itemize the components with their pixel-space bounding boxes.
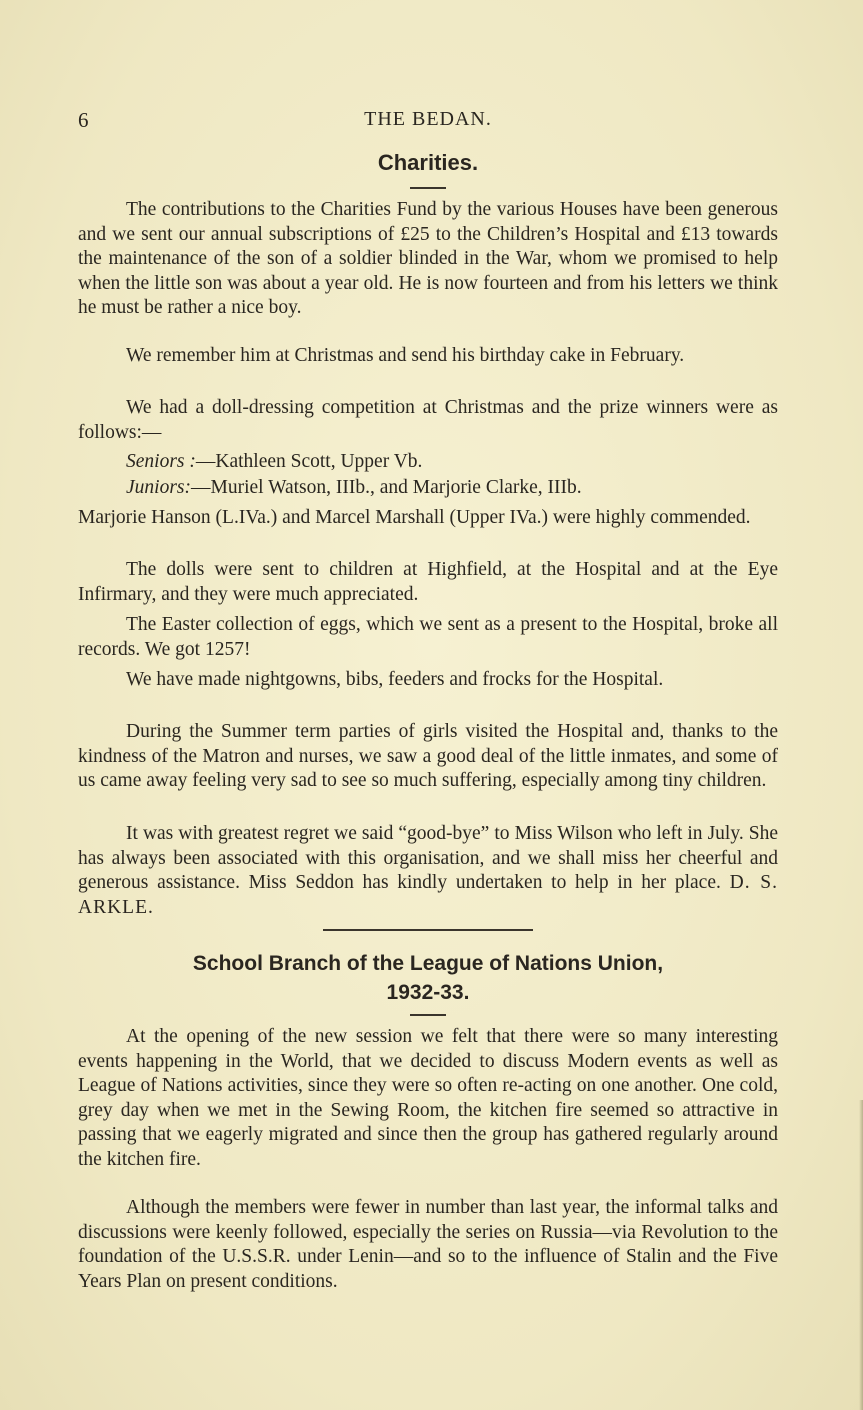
juniors-winner — [126, 476, 776, 501]
section-divider — [323, 929, 533, 931]
juniors-text: —Muriel Watson, IIIb., and Marjorie Clarke, IIIb. — [191, 477, 582, 498]
page-number: 6 — [78, 108, 89, 132]
charities-paragraph-6: The Easter collection of eggs, which we sent as a present to the Hospital, broke all records. We got 1257! — [78, 614, 778, 660]
league-title-line-1: School Branch of the League of Nations Union, — [192, 952, 664, 975]
charities-paragraph-7: We have made nightgowns, bibs, feeders and frocks for the Hospital. — [126, 669, 664, 690]
charities-paragraph-8: During the Summer term parties of girls visited the Hospital and, thanks to the kindness of the Matron and nurses, we saw a good deal of the little inmates, and some of us came away feeling very sad to see so much suffering, especially among tiny children. — [78, 721, 778, 791]
title-rule — [410, 187, 446, 189]
running-title: THE BEDAN. — [364, 108, 492, 130]
page-edge-shadow — [859, 1100, 863, 1410]
league-title-line-2: 1932-33. — [386, 981, 470, 1004]
seniors-label: Seniors : — [126, 451, 196, 472]
charities-paragraph-9 — [78, 822, 778, 920]
league-title-rule — [410, 1014, 446, 1016]
charities-paragraph-2: We remember him at Christmas and send his birthday cake in February. — [126, 345, 685, 366]
charities-title: Charities. — [377, 150, 479, 175]
charities-paragraph-4: Marjorie Hanson (L.IVa.) and Marcel Marshall (Upper IVa.) were highly commended. — [78, 507, 751, 528]
league-paragraph-2: Although the members were fewer in number than last year, the informal talks and discussions were keenly followed, especially the series on Russia—via Revolution to the foundation of the U.S.S.R. under Lenin—and so to the influence of Stalin and the Five Years Plan on present conditions. — [78, 1197, 778, 1292]
charities-paragraph-1: The contributions to the Charities Fund by the various Houses have been generous and we sent our annual subscriptions of £25 to the Children’s Hospital and £13 towards the maintenance of the son of a soldier blinded in the War, whom we promised to help when the little son was about a year old. He is now fourteen and from his letters we think he must be rather a nice boy. — [78, 199, 778, 318]
charities-paragraph-5: The dolls were sent to children at Highfield, at the Hospital and at the Eye Infirmary, and they were much appreciated. — [78, 559, 778, 605]
page-header — [78, 108, 778, 138]
charities-paragraph-9-text: It was with greatest regret we said “good-bye” to Miss Wilson who left in July. She has always been associated with this organisation, and we shall miss her cheerful and generous assistance. Miss Seddon has kindly undertaken to help in her place. — [78, 823, 778, 893]
seniors-text: —Kathleen Scott, Upper Vb. — [195, 451, 423, 472]
signature: D. S. ARKLE. — [78, 872, 779, 918]
seniors-winner — [126, 450, 776, 475]
juniors-label: Juniors: — [126, 477, 191, 498]
charities-paragraph-3: We had a doll-dressing competition at Christmas and the prize winners were as follows:— — [78, 397, 778, 443]
league-paragraph-1: At the opening of the new session we felt that there were so many interesting events happening in the World, that we decided to discuss Modern events as well as League of Nations activities, since they were so often re-acting on one another. One cold, grey day when we met in the Sewing Room, the kitchen fire seemed so attractive in passing that we eagerly migrated and since then the group has gathered regularly around the kitchen fire. — [78, 1026, 778, 1170]
